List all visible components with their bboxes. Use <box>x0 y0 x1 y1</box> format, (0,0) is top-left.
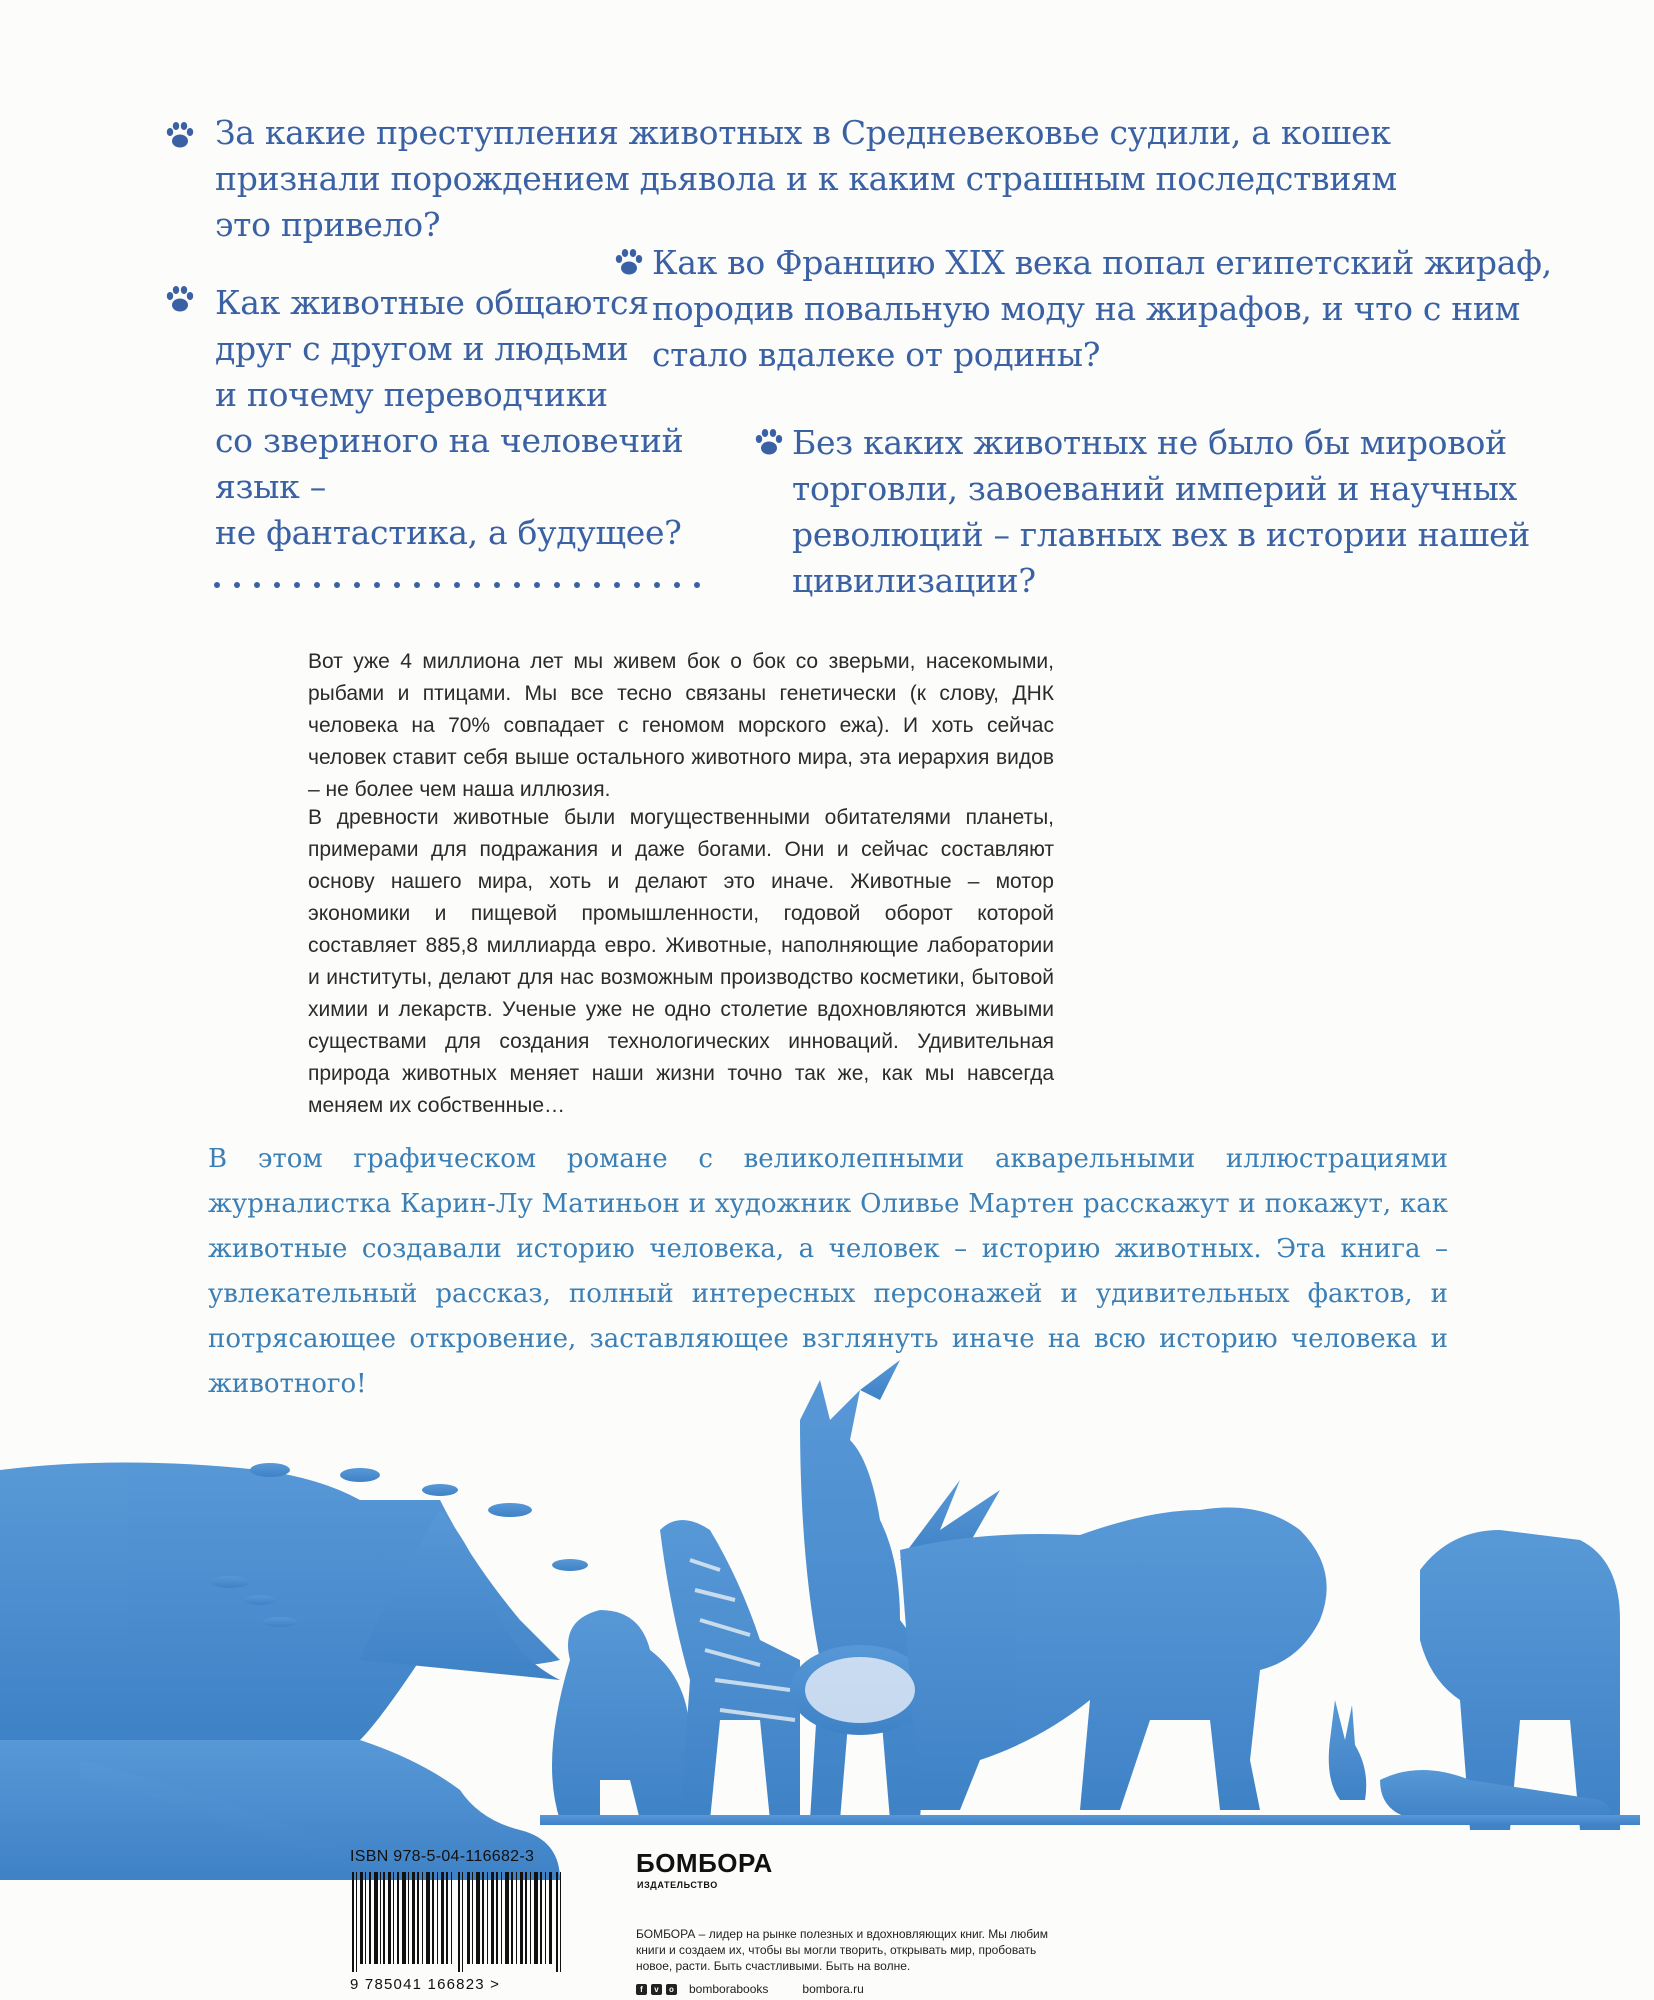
facebook-icon[interactable]: f <box>636 1984 647 1995</box>
question-line: стало вдалеке от родины? <box>652 335 1101 374</box>
paw-icon <box>163 118 197 152</box>
question-line: торговли, завоеваний империй и научных <box>792 469 1517 508</box>
dotted-divider <box>207 575 707 595</box>
book-summary: В этом графическом романе с великолепными акварельными иллюстрациями журналистка Карин-Лу Матиньон и художник Оливье Мартен расскажут и покажут, как животные создавали историю человека, а человек – историю животных. Эта книга – увлекательный рассказ, полный интересных персонажей и удивительных фактов, и потрясающее откровение, заставляющее взглянуть иначе на всю историю человека и животного! <box>208 1144 1448 1399</box>
question-3 <box>215 280 735 556</box>
barcode-digits: 9 785041 166823 > <box>350 1976 501 1993</box>
question-line: породив повальную моду на жирафов, и что с ним <box>652 289 1520 328</box>
publisher-social <box>636 1982 864 1996</box>
question-line: Без каких животных не было бы мировой <box>792 423 1507 462</box>
instagram-icon[interactable]: o <box>666 1984 677 1995</box>
publisher-subtitle: ИЗДАТЕЛЬСТВО <box>637 1880 718 1890</box>
isbn: ISBN 978-5-04-116682-3 <box>350 1848 535 1865</box>
question-line: За какие преступления животных в Средневековье судили, а кошек <box>215 113 1391 152</box>
question-line: и почему переводчики <box>215 375 608 414</box>
question-line: цивилизации? <box>792 561 1036 600</box>
question-line: друг с другом и людьми <box>215 329 629 368</box>
paw-icon <box>752 425 786 459</box>
publisher-description: БОМБОРА – лидер на рынке полезных и вдохновляющих книг. Мы любим книги и создаем их, чтобы вы могли творить, открывать мир, пробовать новое, расти. Быть счастливыми. Быть на волне. <box>636 1927 1049 1973</box>
paw-icon <box>163 282 197 316</box>
vk-icon[interactable]: v <box>651 1984 662 1995</box>
question-line: признали порождением дьявола и к каким страшным последствиям <box>215 159 1397 198</box>
question-line: Как животные общаются <box>215 283 649 322</box>
question-line: революций – главных вех в истории нашей <box>792 515 1531 554</box>
question-1 <box>215 110 1515 248</box>
main-paragraph: В древности животные были могущественными обитателями планеты, примерами для подражания и даже богами. Они и сейчас составляют основу нашего мира, хоть и делают это иначе. Животные – мотор экономики и пищевой промышленности, годовой оборот которой составляет 885,8 миллиарда евро. Животные, наполняющие лаборатории и институты, делают для нас возможным производство косметики, бытовой химии и лекарств. Ученые уже не одно столетие вдохновляются живыми существами для создания технологических инноваций. Удивительная природа животных меняет наши жизни точно так же, как мы навсегда меняем их собственные… <box>308 806 1054 1117</box>
question-line: со звериного на человечий язык – <box>215 421 684 506</box>
publisher-logo: БОМБОРА <box>636 1848 773 1878</box>
question-line: не фантастика, а будущее? <box>215 513 682 552</box>
social-handle[interactable]: bomborabooks <box>689 1982 769 1996</box>
question-4 <box>792 420 1552 604</box>
question-2 <box>652 240 1552 378</box>
paw-icon <box>612 245 646 279</box>
barcode-area <box>350 1848 600 2000</box>
publisher-website-link[interactable]: bombora.ru <box>802 1982 864 1996</box>
question-line: Как во Францию XIX века попал египетский жираф, <box>652 243 1552 282</box>
animal-silhouettes-illustration <box>0 1360 1654 1880</box>
barcode <box>350 1872 575 1972</box>
question-line: это привело? <box>215 205 441 244</box>
intro-paragraph: Вот уже 4 миллиона лет мы живем бок о бок со зверьми, насекомыми, рыбами и птицами. Мы все тесно связаны генетически (к слову, ДНК человека на 70% совпадает с геномом морского ежа). И хоть сейчас человек ставит себя выше остального животного мира, эта иерархия видов – не более чем наша иллюзия. <box>308 650 1054 801</box>
